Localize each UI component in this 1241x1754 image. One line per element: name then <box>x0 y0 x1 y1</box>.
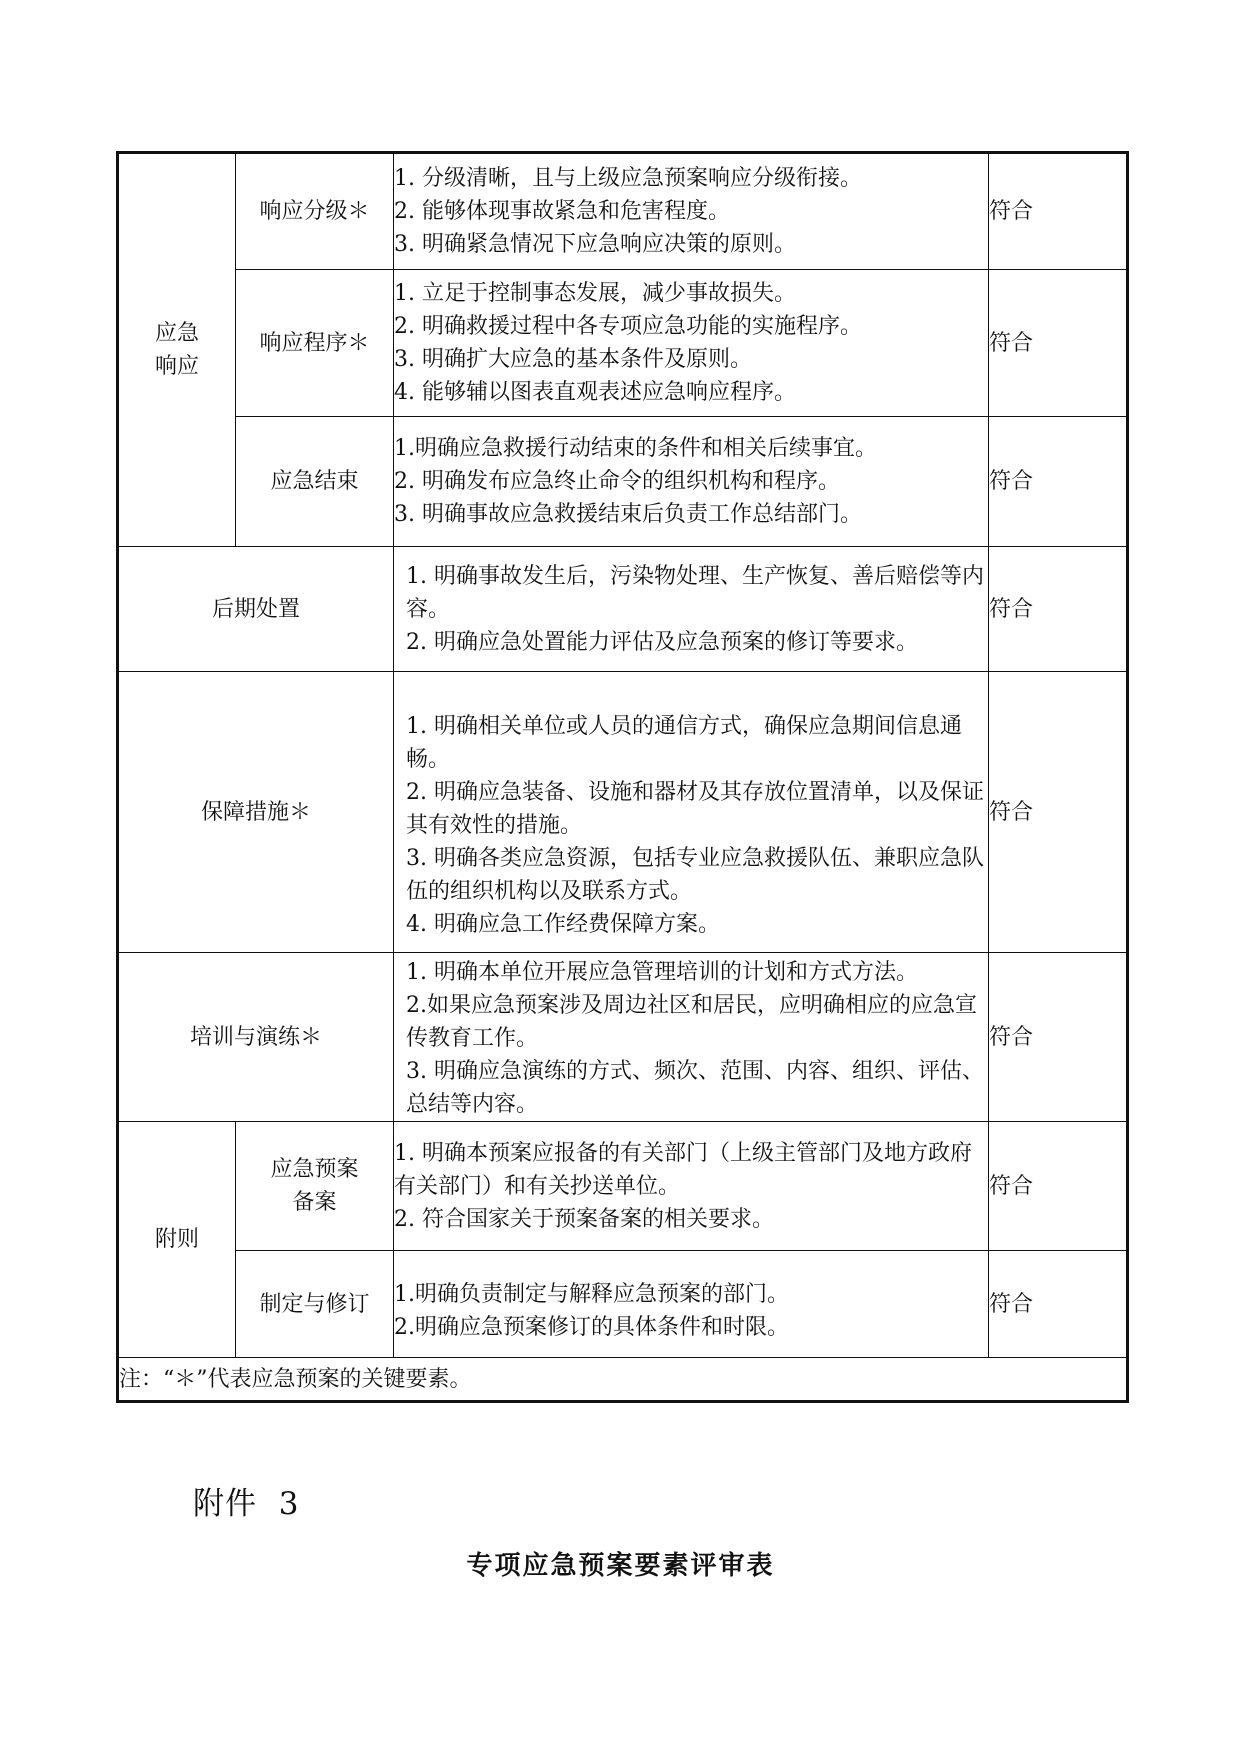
requirement-line: 1. 明确本单位开展应急管理培训的计划和方式方法。 <box>406 959 918 985</box>
requirements-cell <box>394 417 989 547</box>
table-row <box>118 672 1128 953</box>
requirements-cell <box>394 153 989 270</box>
requirement-line: 4. 明确应急工作经费保障方案。 <box>406 911 720 937</box>
requirement-line: 4. 能够辅以图表直观表述应急响应程序。 <box>394 380 796 405</box>
verdict-cell <box>989 547 1128 672</box>
element-label: 响应分级＊ <box>259 199 370 224</box>
category-label: 后期处置 <box>211 596 300 622</box>
verdict-cell <box>989 672 1128 953</box>
element-label: 响应程序＊ <box>259 330 370 356</box>
category-cell <box>118 672 394 953</box>
requirement-line: 3. 明确扩大应急的基本条件及原则。 <box>394 347 752 372</box>
table-row <box>118 547 1128 672</box>
category-cell <box>118 953 394 1122</box>
requirements-cell <box>394 1122 989 1251</box>
requirement-line: 1.明确负责制定与解释应急预案的部门。 <box>394 1282 789 1307</box>
requirement-line: 3. 明确应急演练的方式、频次、范围、内容、组织、评估、总结等内容。 <box>406 1058 984 1117</box>
verdict-label: 符合 <box>989 1291 1034 1317</box>
table-row <box>118 1251 1128 1358</box>
element-label: 应急预案 备案 <box>270 1157 359 1215</box>
verdict-label: 符合 <box>989 596 1034 622</box>
attachment-label: 附件 3 <box>193 1486 300 1522</box>
requirement-line: 2. 明确应急装备、设施和器材及其存放位置清单，以及保证其有效性的措施。 <box>406 779 984 838</box>
element-label: 制定与修订 <box>259 1291 370 1317</box>
element-label: 应急结束 <box>270 469 359 494</box>
requirements-cell <box>394 270 989 417</box>
verdict-label: 符合 <box>989 799 1034 825</box>
table-note: 注：“＊”代表应急预案的关键要素。 <box>118 1358 1128 1402</box>
requirement-line: 2. 符合国家关于预案备案的相关要求。 <box>394 1206 774 1232</box>
verdict-label: 符合 <box>989 469 1034 494</box>
table-row <box>118 953 1128 1122</box>
requirement-line: 2. 能够体现事故紧急和危害程度。 <box>394 199 730 224</box>
verdict-label: 符合 <box>989 199 1034 224</box>
element-cell <box>236 417 394 547</box>
table-row <box>118 153 1128 270</box>
table-row <box>118 1122 1128 1251</box>
requirements-cell <box>394 953 989 1122</box>
table-row <box>118 1358 1128 1402</box>
requirement-line: 1. 明确本预案应报备的有关部门（上级主管部门及地方政府有关部门）和有关抄送单位。 <box>394 1140 972 1199</box>
verdict-label: 符合 <box>989 1173 1034 1199</box>
requirement-line: 3. 明确各类应急资源，包括专业应急救援队伍、兼职应急队伍的组织机构以及联系方式。 <box>406 845 984 904</box>
category-cell <box>118 1122 236 1358</box>
requirement-line: 2. 明确应急处置能力评估及应急预案的修订等要求。 <box>406 629 918 655</box>
verdict-cell <box>989 153 1128 270</box>
requirement-line: 2.如果应急预案涉及周边社区和居民，应明确相应的应急宣传教育工作。 <box>406 992 977 1051</box>
requirement-line: 1. 明确相关单位或人员的通信方式，确保应急期间信息通畅。 <box>406 713 962 772</box>
category-label: 应急 响应 <box>154 321 199 379</box>
requirements-cell <box>394 547 989 672</box>
verdict-label: 符合 <box>989 1024 1034 1050</box>
verdict-cell <box>989 417 1128 547</box>
requirements-cell <box>394 1251 989 1358</box>
requirement-line: 1.明确应急救援行动结束的条件和相关后续事宜。 <box>394 436 877 461</box>
review-table <box>116 151 1129 1403</box>
table-row <box>118 417 1128 547</box>
requirement-line: 3. 明确紧急情况下应急响应决策的原则。 <box>394 232 796 257</box>
requirement-line: 1. 明确事故发生后，污染物处理、生产恢复、善后赔偿等内容。 <box>406 563 984 622</box>
category-label: 附则 <box>154 1227 199 1252</box>
category-label: 培训与演练＊ <box>189 1024 322 1050</box>
requirement-line: 2. 明确救援过程中各专项应急功能的实施程序。 <box>394 314 862 339</box>
verdict-cell <box>989 1251 1128 1358</box>
requirement-line: 3. 明确事故应急救援结束后负责工作总结部门。 <box>394 502 862 527</box>
requirements-cell <box>394 672 989 953</box>
verdict-label: 符合 <box>989 330 1034 356</box>
table-row <box>118 270 1128 417</box>
category-cell <box>118 153 236 547</box>
element-cell <box>236 1251 394 1358</box>
verdict-cell <box>989 953 1128 1122</box>
requirement-line: 2.明确应急预案修订的具体条件和时限。 <box>394 1315 789 1340</box>
requirement-line: 1. 分级清晰，且与上级应急预案响应分级衔接。 <box>394 166 862 191</box>
category-label: 保障措施＊ <box>200 799 311 825</box>
requirement-line: 1. 立足于控制事态发展，减少事故损失。 <box>394 281 796 306</box>
element-cell <box>236 270 394 417</box>
element-cell <box>236 153 394 270</box>
document-title: 专项应急预案要素评审表 <box>466 1551 775 1581</box>
category-cell <box>118 547 394 672</box>
verdict-cell <box>989 1122 1128 1251</box>
element-cell <box>236 1122 394 1251</box>
requirement-line: 2. 明确发布应急终止命令的组织机构和程序。 <box>394 469 840 494</box>
verdict-cell <box>989 270 1128 417</box>
